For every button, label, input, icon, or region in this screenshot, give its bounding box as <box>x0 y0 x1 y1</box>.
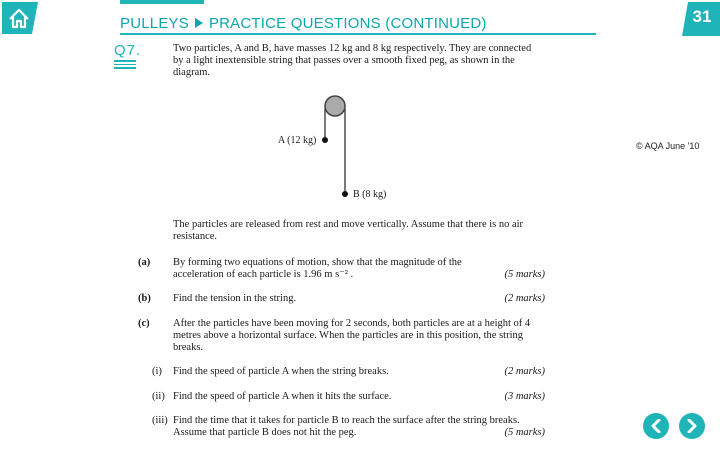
particle-a <box>322 137 328 143</box>
part-b-marks: (2 marks) <box>504 293 545 304</box>
question-context: The particles are released from rest and move vertically. Assume that there is no air resistance. <box>173 219 524 242</box>
label-particle-b: B (8 kg) <box>353 189 387 200</box>
peg-icon <box>325 96 345 116</box>
part-a-label: (a) <box>138 257 151 268</box>
breadcrumb-page: PRACTICE QUESTIONS (CONTINUED) <box>208 14 487 32</box>
page-number: 31 <box>692 7 712 26</box>
next-page-button[interactable] <box>679 413 705 439</box>
question-intro: Two particles, A and B, have masses 12 kg and 8 kg respectively. They are connected by a light inextensible string that passes over a smooth fixed peg, as shown in the diagram. <box>173 43 532 78</box>
part-b-label: (b) <box>138 293 151 304</box>
chevron-right-icon <box>686 419 698 433</box>
chevron-left-icon <box>650 419 662 433</box>
part-c-i-text: Find the speed of particle A when the string breaks. <box>173 366 389 377</box>
pulley-diagram <box>270 94 410 206</box>
part-c-ii-label: (ii) <box>152 391 165 402</box>
particle-b <box>342 191 348 197</box>
breadcrumb-arrow-icon <box>195 18 203 28</box>
label-particle-a: A (12 kg) <box>278 135 317 146</box>
part-c-iii-text: Find the time that it takes for particle B to reach the surface after the string breaks. Assume that particle B does not hit the peg. <box>173 415 520 438</box>
breadcrumb-section: PULLEYS <box>120 14 189 32</box>
part-c-ii-text: Find the speed of particle A when it hits the surface. <box>173 391 392 402</box>
part-c-iii-marks: (5 marks) <box>504 427 545 438</box>
breadcrumb <box>120 12 596 34</box>
part-a-marks: (5 marks) <box>504 269 545 280</box>
part-c-label: (c) <box>138 318 150 329</box>
header-accent-bar <box>120 0 204 4</box>
part-b-text: Find the tension in the string. <box>173 293 297 304</box>
part-c-text: After the particles have been moving for 2 seconds, both particles are at a height of 4 metres above a horizontal surface. When the particles are in this position, the string breaks. <box>173 318 531 353</box>
part-c-ii-marks: (3 marks) <box>504 391 545 402</box>
question-number: Q7. <box>114 42 142 59</box>
home-button[interactable] <box>2 2 38 34</box>
question-underline <box>114 60 136 71</box>
part-c-i-label: (i) <box>152 366 162 377</box>
previous-page-button[interactable] <box>643 413 669 439</box>
part-c-i-marks: (2 marks) <box>504 366 545 377</box>
part-a-text: By forming two equations of motion, show that the magnitude of the acceleration of each particle is 1.96 m s⁻² . <box>173 257 462 280</box>
copyright-note: © AQA June '10 <box>636 141 700 151</box>
title-underline <box>120 33 596 35</box>
home-icon <box>2 2 38 34</box>
part-c-iii-label: (iii) <box>152 415 168 426</box>
